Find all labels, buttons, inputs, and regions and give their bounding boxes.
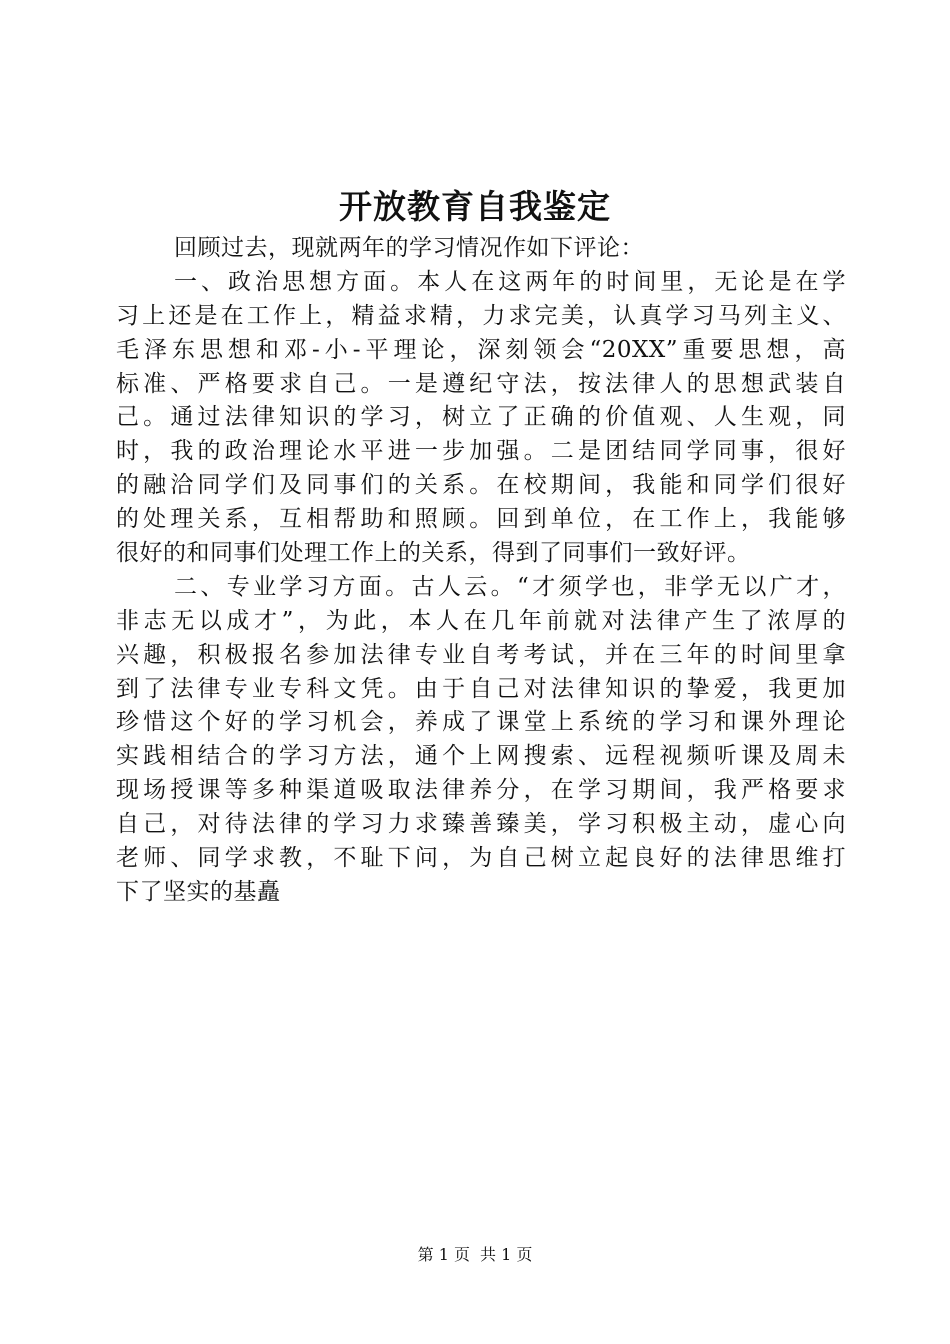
paragraph-line: 珍惜这个好的学习机会，养成了课堂上系统的学习和课外理论 [116,709,846,736]
paragraph-line: 实践相结合的学习方法，通个上网搜索、远程视频听课及周未 [116,743,846,770]
paragraph-line: 的处理关系，互相帮助和照顾。回到单位，在工作上，我能够 [116,506,846,533]
paragraph-line: 非志无以成才”，为此，本人在几年前就对法律产生了浓厚的 [116,607,846,634]
paragraph-line: 下了坚实的基矗 [116,878,281,905]
paragraph-line: 毛泽东思想和邓-小-平理论，深刻领会“20XX”重要思想，高 [116,336,846,363]
paragraph-line: 自己，对待法律的学习力求臻善臻美，学习积极主动，虚心向 [116,811,846,838]
paragraph-line: 的融洽同学们及同事们的关系。在校期间，我能和同学们很好 [116,472,846,499]
paragraph-line: 一、政治思想方面。本人在这两年的时间里，无论是在学 [174,268,846,295]
page-footer [0,1243,950,1267]
paragraph-line: 到了法律专业专科文凭。由于自己对法律知识的挚爱，我更加 [116,675,846,702]
page-title: 开放教育自我鉴定 [339,187,611,226]
paragraph-line: 现场授课等多种渠道吸取法律养分，在学习期间，我严格要求 [116,777,846,804]
paragraph-line: 标准、严格要求自己。一是遵纪守法，按法律人的思想武装自 [116,370,846,397]
paragraph-line: 二、专业学习方面。古人云。“才须学也，非学无以广才， [174,573,846,600]
page-number-total: 共 1 页 [480,1245,533,1264]
paragraph-line: 很好的和同事们处理工作上的关系，得到了同事们一致好评。 [116,540,751,567]
page-number-current: 第 1 页 [417,1245,470,1264]
paragraph-line: 己。通过法律知识的学习，树立了正确的价值观、人生观，同 [116,404,846,431]
paragraph-line: 习上还是在工作上，精益求精，力求完美，认真学习马列主义、 [116,302,846,329]
paragraph-line: 老师、同学求教，不耻下问，为自己树立起良好的法律思维打 [116,845,846,872]
paragraph-line: 回顾过去，现就两年的学习情况作如下评论： [174,235,644,261]
document-body [116,232,846,910]
paragraph-line: 时，我的政治理论水平进一步加强。二是团结同学同事，很好 [116,438,846,465]
paragraph-line: 兴趣，积极报名参加法律专业自考考试，并在三年的时间里拿 [116,641,846,668]
